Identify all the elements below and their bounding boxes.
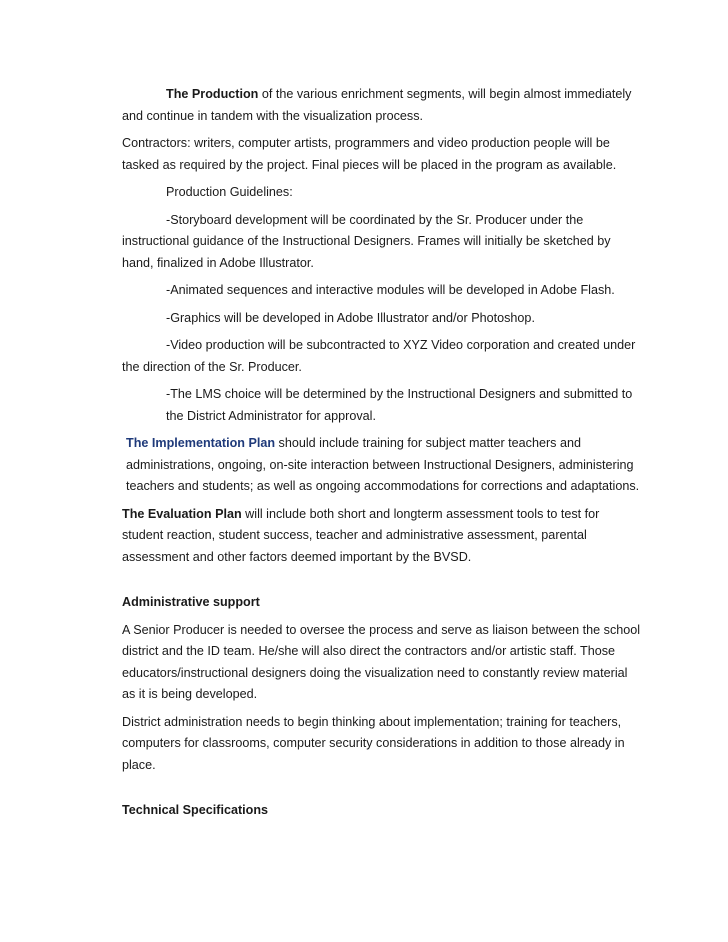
production-guidelines-title: Production Guidelines: [166, 185, 293, 199]
evaluation-heading: The Evaluation Plan [122, 506, 242, 521]
implementation-text: should include training for subject matter teachers and administrations, ongoing, on-site interaction between Instructional Designers, administering teachers and students; as well as ongoing accommodations for corrections and adaptations. [126, 436, 640, 493]
contractors-paragraph: Contractors: writers, computer artists, programmers and video production people will be tasked as required by the project. Final pieces will be placed in the program as available. [122, 136, 617, 172]
administrative-support-paragraph-2: District administration needs to begin thinking about implementation; training for teachers, computers for classrooms, computer security considerations in addition to those already in place. [122, 714, 625, 772]
administrative-support-heading: Administrative support [122, 595, 260, 609]
implementation-paragraph [122, 433, 642, 498]
production-heading: The Production [166, 87, 259, 101]
production-text: of the various enrichment segments, will begin almost immediately and continue in tandem with the visualization process. [122, 87, 632, 123]
animated-guideline: -Animated sequences and interactive modules will be developed in Adobe Flash. [166, 283, 615, 297]
video-guideline: -Video production will be subcontracted to XYZ Video corporation and created under the direction of the Sr. Producer. [122, 338, 636, 374]
implementation-heading: The Implementation Plan [126, 436, 276, 450]
section-spacer [122, 574, 642, 592]
graphics-guideline: -Graphics will be developed in Adobe Illustrator and/or Photoshop. [166, 310, 535, 325]
production-paragraph [122, 84, 642, 127]
document-page [122, 84, 642, 828]
section-spacer [122, 782, 642, 800]
evaluation-text: will include both short and longterm assessment tools to test for student reaction, student success, teacher and administrative assessment, parental assessment and other factors deemed important by the BVSD. [122, 506, 600, 564]
lms-guideline: -The LMS choice will be determined by the Instructional Designers and submitted to the District Administrator for approval. [166, 387, 633, 423]
administrative-support-paragraph-1: A Senior Producer is needed to oversee the process and serve as liaison between the school district and the ID team. He/she will also direct the contractors and/or artistic staff. Those educators/instructional designers doing the visualization need to constantly review material as it is being developed. [122, 622, 641, 701]
technical-specifications-heading: Technical Specifications [122, 803, 269, 817]
evaluation-paragraph [122, 504, 642, 569]
storyboard-guideline: -Storyboard development will be coordinated by the Sr. Producer under the instructional guidance of the Instructional Designers. Frames will initially be sketched by hand, finalized in Adobe Illustrator. [122, 212, 611, 270]
